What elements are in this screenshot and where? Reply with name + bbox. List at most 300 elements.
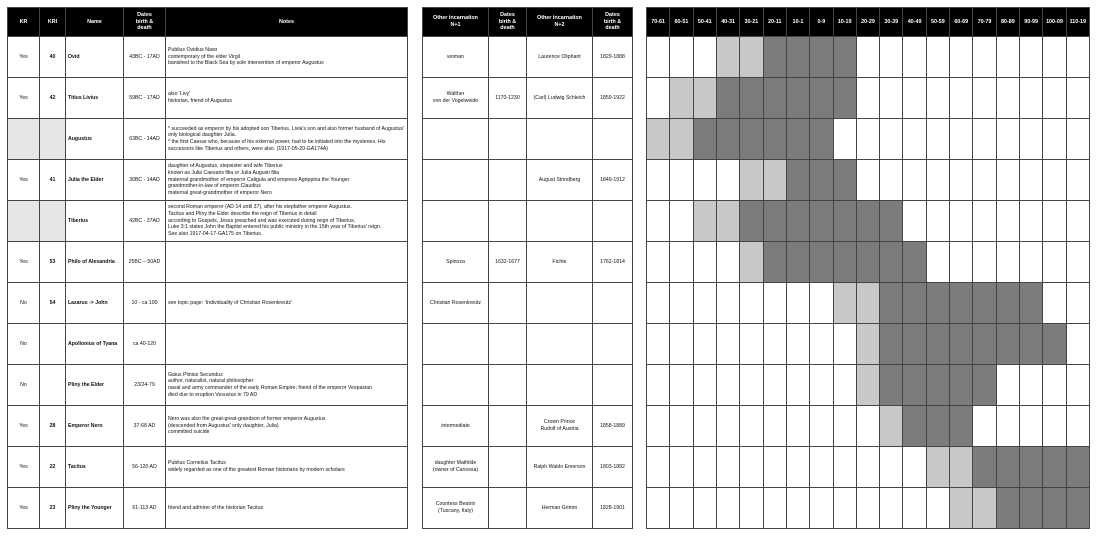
- timeline-period-header: 90-99: [1020, 8, 1043, 37]
- persons-table: [7, 7, 408, 529]
- timeline-cell: [996, 365, 1019, 406]
- notes-cell: also 'Livy' historian, friend of Augustus: [166, 78, 408, 119]
- timeline-cell: [880, 37, 903, 78]
- timeline-cell: [693, 488, 716, 529]
- kr-cell: Yes: [8, 406, 40, 447]
- timeline-cell: [1020, 201, 1043, 242]
- incarnation-n2-cell: [527, 119, 593, 160]
- dates-n2-cell: [593, 119, 633, 160]
- timeline-cell: [856, 242, 879, 283]
- timeline-cell: [1066, 78, 1089, 119]
- timeline-cell: [716, 283, 739, 324]
- kri-cell: 53: [40, 242, 66, 283]
- dates-cell: 59BC - 17AD: [124, 78, 166, 119]
- name-cell: Pliny the Younger: [66, 488, 124, 529]
- timeline-row: [647, 119, 1090, 160]
- timeline-cell: [786, 201, 809, 242]
- notes-cell: Nero was also the great-great-grandson of former emperor Augustus (descended from Augustus' only daughter, Julia) committed suicide: [166, 406, 408, 447]
- timeline-cell: [856, 78, 879, 119]
- timeline-cell: [1043, 283, 1066, 324]
- timeline-cell: [647, 160, 670, 201]
- timeline-cell: [1020, 406, 1043, 447]
- timeline-cell: [973, 447, 996, 488]
- timeline-cell: [973, 283, 996, 324]
- timeline-cell: [670, 242, 693, 283]
- incarnation-n1-cell: daughter Mathilde (owner of Canossa): [423, 447, 489, 488]
- timeline-cell: [950, 37, 973, 78]
- incarnation-n2-cell: August Strindberg: [527, 160, 593, 201]
- timeline-cell: [810, 160, 833, 201]
- timeline-header-row: [647, 8, 1090, 37]
- incarnation-row: [423, 365, 633, 406]
- timeline-cell: [903, 488, 926, 529]
- incarnation-n2-cell: [527, 201, 593, 242]
- timeline-cell: [693, 324, 716, 365]
- timeline-cell: [786, 242, 809, 283]
- kri-cell: 41: [40, 160, 66, 201]
- timeline-cell: [926, 201, 949, 242]
- timeline-cell: [1043, 119, 1066, 160]
- timeline-cell: [856, 201, 879, 242]
- timeline-cell: [810, 119, 833, 160]
- timeline-cell: [1066, 119, 1089, 160]
- kr-cell: Yes: [8, 447, 40, 488]
- incarnation-n2-cell: [527, 324, 593, 365]
- timeline-cell: [903, 447, 926, 488]
- timeline-cell: [716, 160, 739, 201]
- timeline-cell: [670, 324, 693, 365]
- incarnation-n1-cell: [423, 119, 489, 160]
- timeline-cell: [693, 406, 716, 447]
- timeline-cell: [763, 406, 786, 447]
- timeline-cell: [903, 283, 926, 324]
- dates-n2-cell: 1859-1922: [593, 78, 633, 119]
- timeline-cell: [856, 324, 879, 365]
- incarnation-row: [423, 119, 633, 160]
- timeline-cell: [810, 37, 833, 78]
- timeline-cell: [856, 119, 879, 160]
- kri-cell: 40: [40, 37, 66, 78]
- timeline-period-header: 10-19: [833, 8, 856, 37]
- timeline-cell: [1020, 242, 1043, 283]
- dates-n1-cell: [489, 37, 527, 78]
- timeline-cell: [1020, 447, 1043, 488]
- persons-header-row: [8, 8, 408, 37]
- name-cell: Tiberius: [66, 201, 124, 242]
- timeline-cell: [996, 488, 1019, 529]
- header-name: Name: [66, 8, 124, 37]
- timeline-cell: [926, 406, 949, 447]
- timeline-cell: [926, 160, 949, 201]
- timeline-cell: [926, 242, 949, 283]
- person-row: [8, 406, 408, 447]
- timeline-period-header: 10-1: [786, 8, 809, 37]
- timeline-cell: [740, 365, 763, 406]
- timeline-cell: [1066, 160, 1089, 201]
- timeline-cell: [996, 447, 1019, 488]
- timeline-cell: [1043, 324, 1066, 365]
- timeline-cell: [716, 447, 739, 488]
- dates-n2-cell: 1858-1889: [593, 406, 633, 447]
- notes-cell: Gaius Plinius Secundus author, naturalist, natural philosopher naval and army commander of the early Roman Empire; friend of the emperor Vespasian died due to eruption Vesuvius in 79 AD: [166, 365, 408, 406]
- person-row: [8, 488, 408, 529]
- notes-cell: Publius Cornelius Tacitus widely regarded as one of the greatest Roman historians by modern scholars: [166, 447, 408, 488]
- name-cell: Julia the Elder: [66, 160, 124, 201]
- dates-n1-cell: [489, 119, 527, 160]
- timeline-cell: [1043, 447, 1066, 488]
- timeline-cell: [647, 447, 670, 488]
- incarnation-n2-cell: [527, 283, 593, 324]
- timeline-cell: [996, 37, 1019, 78]
- kri-cell: 42: [40, 78, 66, 119]
- incarnation-row: [423, 37, 633, 78]
- name-cell: Titius Livius: [66, 78, 124, 119]
- timeline-row: [647, 37, 1090, 78]
- timeline-cell: [740, 201, 763, 242]
- timeline-cell: [880, 160, 903, 201]
- timeline-cell: [903, 324, 926, 365]
- timeline-cell: [693, 365, 716, 406]
- timeline-cell: [1043, 78, 1066, 119]
- name-cell: Ovid: [66, 37, 124, 78]
- timeline-cell: [763, 447, 786, 488]
- notes-cell: see topic page: 'Individuality of Christian Rosenkreutz': [166, 283, 408, 324]
- dates-n2-cell: 1829-1888: [593, 37, 633, 78]
- dates-n2-cell: [593, 324, 633, 365]
- timeline-cell: [950, 160, 973, 201]
- timeline-cell: [973, 78, 996, 119]
- person-row: [8, 242, 408, 283]
- timeline-cell: [973, 242, 996, 283]
- timeline-row: [647, 406, 1090, 447]
- dates-n1-cell: [489, 365, 527, 406]
- timeline-cell: [810, 447, 833, 488]
- kri-cell: 22: [40, 447, 66, 488]
- timeline-period-header: 50-41: [693, 8, 716, 37]
- timeline-cell: [1020, 37, 1043, 78]
- person-row: [8, 324, 408, 365]
- timeline-cell: [950, 447, 973, 488]
- timeline-cell: [786, 324, 809, 365]
- kri-cell: [40, 324, 66, 365]
- dates-n1-cell: [489, 447, 527, 488]
- timeline-cell: [647, 324, 670, 365]
- timeline-cell: [1043, 242, 1066, 283]
- incarnation-n2-cell: Laurence Oliphant: [527, 37, 593, 78]
- timeline-row: [647, 242, 1090, 283]
- timeline-cell: [903, 119, 926, 160]
- timeline-cell: [926, 283, 949, 324]
- timeline-cell: [1066, 488, 1089, 529]
- dates-n2-cell: [593, 201, 633, 242]
- timeline-cell: [810, 242, 833, 283]
- header-dates-n2: Dates birth & death: [593, 8, 633, 37]
- timeline-cell: [740, 488, 763, 529]
- timeline-cell: [903, 160, 926, 201]
- timeline-cell: [716, 324, 739, 365]
- timeline-cell: [950, 283, 973, 324]
- timeline-cell: [1043, 201, 1066, 242]
- timeline-cell: [996, 119, 1019, 160]
- header-incarnation-n2: Other incarnation N+2: [527, 8, 593, 37]
- kr-cell: Yes: [8, 37, 40, 78]
- name-cell: Pliny the Elder: [66, 365, 124, 406]
- notes-cell: * succeeded as emperor by his adopted son Tiberius, Livia's son and also former husband of Augustus' only biological daughter Julia. * the first Caesar who, because of his external power, had to be initiated into the mysteries. His successors like Tiberius and others, were also. (1917-05-20-GA174A): [166, 119, 408, 160]
- person-row: [8, 201, 408, 242]
- timeline-cell: [833, 78, 856, 119]
- timeline-cell: [693, 283, 716, 324]
- kri-cell: [40, 365, 66, 406]
- timeline-cell: [1020, 160, 1043, 201]
- timeline-table: [646, 7, 1090, 529]
- kri-cell: 23: [40, 488, 66, 529]
- kr-cell: Yes: [8, 488, 40, 529]
- timeline-cell: [833, 119, 856, 160]
- timeline-cell: [786, 37, 809, 78]
- timeline-cell: [810, 365, 833, 406]
- dates-n1-cell: [489, 283, 527, 324]
- kr-cell: No: [8, 324, 40, 365]
- timeline-cell: [763, 37, 786, 78]
- timeline-cell: [973, 160, 996, 201]
- timeline-cell: [856, 406, 879, 447]
- timeline-cell: [693, 447, 716, 488]
- timeline-cell: [996, 283, 1019, 324]
- timeline-cell: [903, 365, 926, 406]
- timeline-cell: [763, 242, 786, 283]
- timeline-cell: [833, 201, 856, 242]
- timeline-cell: [1020, 365, 1043, 406]
- timeline-period-header: 30-21: [740, 8, 763, 37]
- timeline-cell: [856, 365, 879, 406]
- timeline-cell: [693, 242, 716, 283]
- timeline-cell: [903, 37, 926, 78]
- person-row: [8, 37, 408, 78]
- dates-cell: 42BC - 37AD: [124, 201, 166, 242]
- timeline-period-header: 30-39: [880, 8, 903, 37]
- timeline-period-header: 40-31: [716, 8, 739, 37]
- timeline-cell: [670, 160, 693, 201]
- incarnation-n1-cell: Spinoza: [423, 242, 489, 283]
- incarnations-table: [422, 7, 633, 529]
- timeline-cell: [950, 324, 973, 365]
- kr-cell: Yes: [8, 242, 40, 283]
- notes-cell: friend and admirer of the historian Tacitus: [166, 488, 408, 529]
- incarnation-n2-cell: (Carl) Ludwig Schleich: [527, 78, 593, 119]
- timeline-cell: [670, 37, 693, 78]
- timeline-cell: [647, 406, 670, 447]
- timeline-cell: [833, 324, 856, 365]
- person-row: [8, 160, 408, 201]
- incarnation-n1-cell: [423, 324, 489, 365]
- timeline-cell: [903, 78, 926, 119]
- kr-cell: Yes: [8, 160, 40, 201]
- incarnation-row: [423, 283, 633, 324]
- timeline-cell: [670, 119, 693, 160]
- timeline-cell: [786, 119, 809, 160]
- header-notes: Notes: [166, 8, 408, 37]
- timeline-cell: [716, 201, 739, 242]
- dates-cell: 43BC - 17AD: [124, 37, 166, 78]
- timeline-cell: [740, 119, 763, 160]
- dates-cell: 23/24-79: [124, 365, 166, 406]
- notes-cell: [166, 242, 408, 283]
- dates-cell: 30BC - 14AD: [124, 160, 166, 201]
- timeline-cell: [1066, 283, 1089, 324]
- incarnation-n2-cell: Fichte: [527, 242, 593, 283]
- incarnation-n1-cell: [423, 160, 489, 201]
- incarnation-n1-cell: Christian Rosenkreutz: [423, 283, 489, 324]
- timeline-cell: [670, 78, 693, 119]
- timeline-row: [647, 160, 1090, 201]
- timeline-cell: [926, 37, 949, 78]
- name-cell: Apollonius of Tyana: [66, 324, 124, 365]
- timeline-cell: [647, 488, 670, 529]
- timeline-cell: [716, 37, 739, 78]
- incarnation-n1-cell: intermediate: [423, 406, 489, 447]
- timeline-cell: [740, 160, 763, 201]
- kr-cell: No: [8, 283, 40, 324]
- timeline-cell: [1020, 283, 1043, 324]
- timeline-cell: [950, 365, 973, 406]
- timeline-period-header: 80-89: [996, 8, 1019, 37]
- header-kr: KR: [8, 8, 40, 37]
- timeline-cell: [973, 488, 996, 529]
- kr-cell: No: [8, 365, 40, 406]
- name-cell: Philo of Alexandria: [66, 242, 124, 283]
- person-row: [8, 365, 408, 406]
- timeline-cell: [763, 119, 786, 160]
- timeline-cell: [763, 365, 786, 406]
- dates-n1-cell: [489, 324, 527, 365]
- name-cell: Emperor Nero: [66, 406, 124, 447]
- timeline-cell: [763, 283, 786, 324]
- timeline-cell: [693, 37, 716, 78]
- timeline-cell: [670, 201, 693, 242]
- timeline-cell: [1020, 324, 1043, 365]
- dates-n1-cell: [489, 406, 527, 447]
- timeline-cell: [647, 283, 670, 324]
- timeline-cell: [973, 365, 996, 406]
- dates-n2-cell: 1762-1814: [593, 242, 633, 283]
- timeline-row: [647, 488, 1090, 529]
- timeline-cell: [926, 488, 949, 529]
- incarnation-row: [423, 78, 633, 119]
- timeline-cell: [926, 78, 949, 119]
- timeline-cell: [996, 324, 1019, 365]
- person-row: [8, 78, 408, 119]
- timeline-period-header: 70-61: [647, 8, 670, 37]
- timeline-cell: [880, 201, 903, 242]
- timeline-period-header: 60-69: [950, 8, 973, 37]
- timeline-cell: [786, 283, 809, 324]
- timeline-cell: [856, 488, 879, 529]
- timeline-cell: [1043, 406, 1066, 447]
- dates-n2-cell: 1828-1901: [593, 488, 633, 529]
- timeline-period-header: 100-09: [1043, 8, 1066, 37]
- timeline-cell: [950, 242, 973, 283]
- timeline-cell: [647, 242, 670, 283]
- timeline-cell: [856, 160, 879, 201]
- timeline-cell: [670, 365, 693, 406]
- timeline-cell: [763, 160, 786, 201]
- timeline-cell: [1020, 78, 1043, 119]
- timeline-cell: [786, 160, 809, 201]
- notes-cell: Publius Ovidius Naso contemporary of the elder Virgil banished to the Black Sea by sole intervention of emperor Augustus: [166, 37, 408, 78]
- kr-cell: [8, 119, 40, 160]
- timeline-cell: [1066, 406, 1089, 447]
- timeline-row: [647, 324, 1090, 365]
- dates-cell: 10 - ca 100: [124, 283, 166, 324]
- timeline-cell: [763, 324, 786, 365]
- incarnation-n1-cell: [423, 365, 489, 406]
- timeline-cell: [996, 406, 1019, 447]
- timeline-cell: [973, 406, 996, 447]
- dates-n1-cell: 1170-1230: [489, 78, 527, 119]
- timeline-cell: [740, 324, 763, 365]
- timeline-cell: [693, 160, 716, 201]
- dates-cell: 25BC – 50AD: [124, 242, 166, 283]
- timeline-cell: [880, 365, 903, 406]
- incarnation-n2-cell: Ralph Waldo Emerson: [527, 447, 593, 488]
- timeline-cell: [973, 37, 996, 78]
- timeline-cell: [856, 283, 879, 324]
- timeline-cell: [926, 447, 949, 488]
- timeline-cell: [786, 488, 809, 529]
- timeline-cell: [786, 406, 809, 447]
- incarnation-row: [423, 406, 633, 447]
- kri-cell: [40, 119, 66, 160]
- timeline-period-header: 50-59: [926, 8, 949, 37]
- person-row: [8, 283, 408, 324]
- dates-n1-cell: [489, 488, 527, 529]
- timeline-cell: [833, 37, 856, 78]
- timeline-cell: [1043, 365, 1066, 406]
- timeline-cell: [880, 283, 903, 324]
- timeline-cell: [1066, 201, 1089, 242]
- timeline-cell: [647, 365, 670, 406]
- timeline-cell: [693, 78, 716, 119]
- timeline-cell: [833, 160, 856, 201]
- timeline-row: [647, 201, 1090, 242]
- notes-cell: second Roman emperor (AD 14 until 37), after his stepfather emperor Augustus. Tacitus and Pliny the Elder describe the reign of Tiberius in detail according to Gospels, Jesus preached and was executed during reign of Tiberius. Luke 3:1 states John the Baptist entered his public ministry in the 15th year of Tiberius' reign. See also 1917-04-17-GA175 on Tiberius.: [166, 201, 408, 242]
- timeline-cell: [973, 324, 996, 365]
- timeline-cell: [973, 119, 996, 160]
- timeline-cell: [1020, 488, 1043, 529]
- person-row: [8, 119, 408, 160]
- kri-cell: [40, 201, 66, 242]
- timeline-cell: [833, 406, 856, 447]
- header-incarnation-n1: Other incarnation N+1: [423, 8, 489, 37]
- timeline-cell: [716, 78, 739, 119]
- timeline-cell: [716, 242, 739, 283]
- timeline-cell: [716, 119, 739, 160]
- incarnation-n1-cell: woman: [423, 37, 489, 78]
- timeline-cell: [810, 78, 833, 119]
- incarnation-n1-cell: Walther von der Vogelweide: [423, 78, 489, 119]
- dates-cell: 37-68 AD: [124, 406, 166, 447]
- timeline-cell: [856, 447, 879, 488]
- incarnation-n1-cell: Countess Beatrix (Tuscany, Italy): [423, 488, 489, 529]
- timeline-cell: [786, 447, 809, 488]
- timeline-cell: [670, 488, 693, 529]
- timeline-period-header: 40-49: [903, 8, 926, 37]
- timeline-period-header: 60-51: [670, 8, 693, 37]
- timeline-cell: [716, 406, 739, 447]
- dates-cell: ca 40-120: [124, 324, 166, 365]
- timeline-cell: [996, 78, 1019, 119]
- timeline-cell: [1066, 324, 1089, 365]
